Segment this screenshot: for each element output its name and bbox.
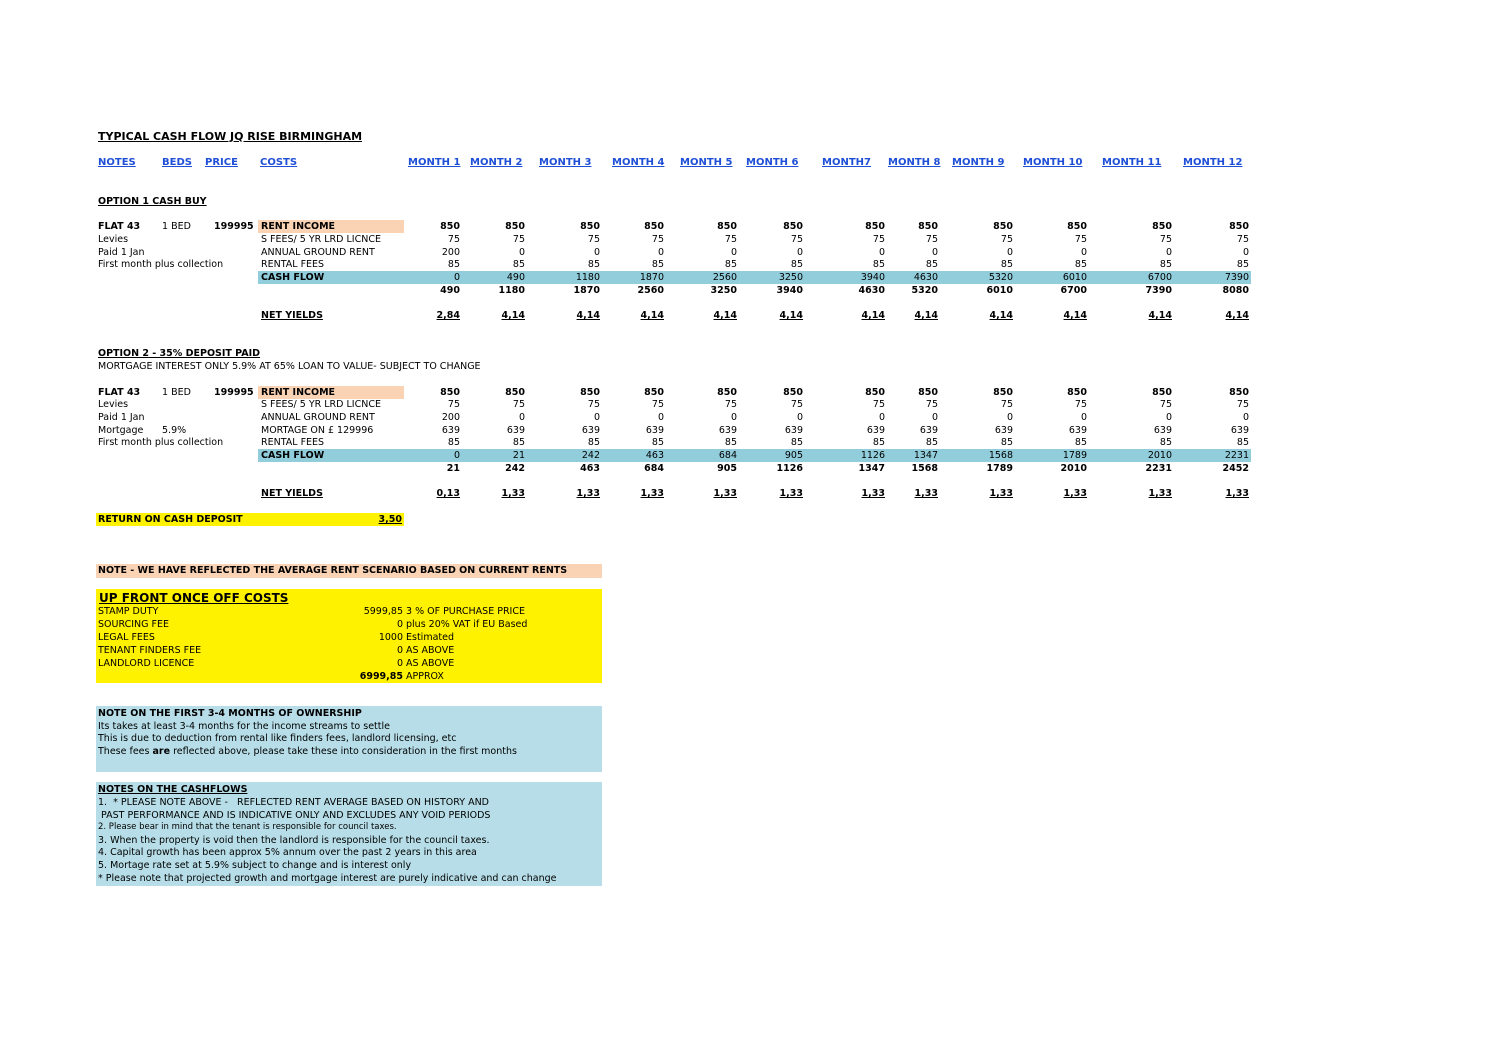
total-value: 2010 xyxy=(1060,463,1087,474)
net-yield-value: 4,14 xyxy=(1063,310,1087,321)
cell-value: 75 xyxy=(925,399,938,410)
total-value: 463 xyxy=(580,463,600,474)
cell-value: 0 xyxy=(796,247,803,258)
cell-value: 0 xyxy=(1165,412,1172,423)
cell-value: 850 xyxy=(865,221,885,232)
cell-value: 75 xyxy=(1236,234,1249,245)
header-month: MONTH 11 xyxy=(1102,157,1162,168)
cashflow-note-line: 3. When the property is void then the landlord is responsible for the council taxes. xyxy=(98,834,490,846)
net-yield-value: 4,14 xyxy=(1225,310,1249,321)
cell-value: 850 xyxy=(993,221,1013,232)
cell-value: 2231 xyxy=(1224,450,1249,461)
net-yield-value: 4,14 xyxy=(640,310,664,321)
net-yield-value: 4,14 xyxy=(989,310,1013,321)
cell-value: 85 xyxy=(512,259,525,270)
header-month: MONTH7 xyxy=(822,157,871,168)
total-value: 1568 xyxy=(911,463,938,474)
net-yield-value: 4,14 xyxy=(1148,310,1172,321)
upfront-value: 0 xyxy=(396,619,403,630)
cell-value: 850 xyxy=(505,387,525,398)
net-yield-value: 1,33 xyxy=(989,488,1013,499)
total-value: 1789 xyxy=(986,463,1013,474)
cell-value: 85 xyxy=(1159,437,1172,448)
cell-value: 85 xyxy=(1074,437,1087,448)
net-yield-value: 1,33 xyxy=(1063,488,1087,499)
cell-value: 75 xyxy=(447,234,460,245)
cell-value: 21 xyxy=(512,450,525,461)
upfront-total-note: APPROX xyxy=(406,671,444,682)
cell-value: 463 xyxy=(645,450,664,461)
upfront-note: 3 % OF PURCHASE PRICE xyxy=(406,606,525,617)
row-label: RENT INCOME xyxy=(261,387,336,398)
cell-value: 850 xyxy=(918,221,938,232)
cell-value: 1347 xyxy=(913,450,938,461)
option1-price: 199995 xyxy=(214,221,254,232)
cell-value: 639 xyxy=(1068,425,1087,436)
cell-value: 0 xyxy=(453,272,460,283)
cashflow-note-line: * Please note that projected growth and mortgage interest are purely indicative and can change xyxy=(98,872,557,884)
total-value: 242 xyxy=(505,463,525,474)
cashflow-note-line: 2. Please bear in mind that the tenant is responsible for council taxes. xyxy=(98,822,397,833)
cell-value: 0 xyxy=(657,247,664,258)
row-label: RENT INCOME xyxy=(261,221,336,232)
net-yield-value: 1,33 xyxy=(713,488,737,499)
cell-value: 850 xyxy=(1229,221,1249,232)
cell-value: 850 xyxy=(505,221,525,232)
cell-value: 1789 xyxy=(1062,450,1087,461)
cell-value: 85 xyxy=(1000,437,1013,448)
option1-note: Paid 1 Jan xyxy=(98,247,145,258)
net-yield-value: 1,33 xyxy=(779,488,803,499)
option2-title: OPTION 2 - 35% DEPOSIT PAID xyxy=(98,348,261,359)
cell-value: 85 xyxy=(872,437,885,448)
net-yield-value: 4,14 xyxy=(914,310,938,321)
net-yield-value: 1,33 xyxy=(1225,488,1249,499)
cell-value: 0 xyxy=(931,247,938,258)
header-month: MONTH 1 xyxy=(408,157,461,168)
option2-note: Paid 1 Jan xyxy=(98,412,145,423)
option2-note: Mortgage xyxy=(98,425,144,436)
cell-value: 85 xyxy=(872,259,885,270)
option2-note: Levies xyxy=(98,399,129,410)
cell-value: 850 xyxy=(1152,387,1172,398)
cell-value: 0 xyxy=(1006,412,1013,423)
cell-value: 0 xyxy=(1080,247,1087,258)
text: reflected above, please take these into consideration in the first months xyxy=(170,746,517,757)
total-value: 3250 xyxy=(710,285,737,296)
return-label: RETURN ON CASH DEPOSIT xyxy=(98,514,243,525)
cell-value: 85 xyxy=(587,437,600,448)
cell-value: 850 xyxy=(865,387,885,398)
row-label: MORTAGE ON £ 129996 xyxy=(261,425,374,436)
header-month: MONTH 12 xyxy=(1183,157,1243,168)
first-months-title: NOTE ON THE FIRST 3-4 MONTHS OF OWNERSHIP xyxy=(98,708,362,719)
net-yield-value: 1,33 xyxy=(1148,488,1172,499)
cell-value: 85 xyxy=(925,259,938,270)
cell-value: 75 xyxy=(512,234,525,245)
row-label: CASH FLOW xyxy=(261,272,325,283)
cell-value: 684 xyxy=(718,450,737,461)
cell-value: 0 xyxy=(878,412,885,423)
total-value: 21 xyxy=(446,463,460,474)
header-month: MONTH 9 xyxy=(952,157,1005,168)
cell-value: 85 xyxy=(724,437,737,448)
header-month: MONTH 2 xyxy=(470,157,523,168)
cell-value: 850 xyxy=(440,221,460,232)
cell-value: 85 xyxy=(1000,259,1013,270)
row-label: RENTAL FEES xyxy=(261,437,325,448)
cell-value: 2010 xyxy=(1147,450,1172,461)
cell-value: 850 xyxy=(644,387,664,398)
cell-value: 242 xyxy=(581,450,600,461)
upfront-label: STAMP DUTY xyxy=(98,606,159,617)
cell-value: 0 xyxy=(730,412,737,423)
cell-value: 85 xyxy=(587,259,600,270)
cell-value: 0 xyxy=(796,412,803,423)
cell-value: 85 xyxy=(790,259,803,270)
cell-value: 850 xyxy=(644,221,664,232)
cell-value: 850 xyxy=(783,221,803,232)
cell-value: 0 xyxy=(931,412,938,423)
cell-value: 3250 xyxy=(778,272,803,283)
cashflow-note-line: 4. Capital growth has been approx 5% annum over the past 2 years in this area xyxy=(98,847,477,859)
cell-value: 0 xyxy=(593,412,600,423)
net-yields-label: NET YIELDS xyxy=(261,310,323,321)
cell-value: 75 xyxy=(1074,234,1087,245)
cell-value: 0 xyxy=(453,450,460,461)
total-value: 684 xyxy=(644,463,664,474)
text-bold: are xyxy=(152,746,171,757)
row-label: S FEES/ 5 YR LRD LICNCE xyxy=(261,234,381,245)
option1-note: Levies xyxy=(98,234,129,245)
cell-value: 200 xyxy=(441,412,460,423)
note-average: NOTE - WE HAVE REFLECTED THE AVERAGE RENT SCENARIO BASED ON CURRENT RENTS xyxy=(98,565,568,576)
upfront-value: 0 xyxy=(396,645,403,656)
upfront-title: UP FRONT ONCE OFF COSTS xyxy=(99,591,289,605)
upfront-note: plus 20% VAT if EU Based xyxy=(406,619,528,630)
cell-value: 639 xyxy=(1153,425,1172,436)
cell-value: 75 xyxy=(1000,234,1013,245)
header-costs: COSTS xyxy=(260,157,298,168)
cell-value: 85 xyxy=(1159,259,1172,270)
header-month: MONTH 6 xyxy=(746,157,799,168)
cell-value: 850 xyxy=(1229,387,1249,398)
cell-value: 85 xyxy=(1236,437,1249,448)
cell-value: 0 xyxy=(1242,247,1249,258)
cell-value: 75 xyxy=(651,399,664,410)
row-label: CASH FLOW xyxy=(261,450,325,461)
cell-value: 2560 xyxy=(712,272,737,283)
total-value: 7390 xyxy=(1145,285,1172,296)
cell-value: 0 xyxy=(1165,247,1172,258)
cell-value: 85 xyxy=(925,437,938,448)
upfront-total: 6999,85 xyxy=(359,671,403,682)
cell-value: 75 xyxy=(447,399,460,410)
net-yield-value: 0,13 xyxy=(436,488,460,499)
first-months-line: This is due to deduction from rental like finders fees, landlord licensing, etc xyxy=(98,733,457,744)
net-yield-value: 1,33 xyxy=(640,488,664,499)
cell-value: 6700 xyxy=(1147,272,1172,283)
upfront-label: LANDLORD LICENCE xyxy=(98,658,195,669)
cell-value: 75 xyxy=(512,399,525,410)
upfront-value: 5999,85 xyxy=(363,606,403,617)
cell-value: 75 xyxy=(872,399,885,410)
option1-note: First month plus collection xyxy=(98,259,224,270)
net-yield-value: 1,33 xyxy=(501,488,525,499)
upfront-label: LEGAL FEES xyxy=(98,632,155,643)
cell-value: 85 xyxy=(790,437,803,448)
cell-value: 639 xyxy=(581,425,600,436)
cell-value: 1180 xyxy=(575,272,600,283)
cell-value: 6010 xyxy=(1062,272,1087,283)
cell-value: 639 xyxy=(866,425,885,436)
cell-value: 1870 xyxy=(639,272,664,283)
cell-value: 85 xyxy=(447,259,460,270)
option2-note: First month plus collection xyxy=(98,437,224,448)
cell-value: 4630 xyxy=(913,272,938,283)
cell-value: 850 xyxy=(783,387,803,398)
net-yield-value: 1,33 xyxy=(914,488,938,499)
cell-value: 850 xyxy=(918,387,938,398)
total-value: 1126 xyxy=(776,463,803,474)
header-month: MONTH 3 xyxy=(539,157,592,168)
cell-value: 3940 xyxy=(860,272,885,283)
cell-value: 200 xyxy=(441,247,460,258)
total-value: 1347 xyxy=(858,463,885,474)
cell-value: 850 xyxy=(440,387,460,398)
row-label: ANNUAL GROUND RENT xyxy=(261,247,375,258)
cell-value: 639 xyxy=(506,425,525,436)
header-price: PRICE xyxy=(205,157,238,168)
cell-value: 75 xyxy=(724,399,737,410)
header-month: MONTH 10 xyxy=(1023,157,1083,168)
net-yield-value: 4,14 xyxy=(779,310,803,321)
cell-value: 0 xyxy=(657,412,664,423)
total-value: 1180 xyxy=(498,285,525,296)
upfront-note: Estimated xyxy=(406,632,454,643)
total-value: 5320 xyxy=(911,285,938,296)
option1-beds: 1 BED xyxy=(162,221,191,232)
total-value: 6010 xyxy=(986,285,1013,296)
cell-value: 850 xyxy=(580,387,600,398)
header-month: MONTH 8 xyxy=(888,157,941,168)
cell-value: 905 xyxy=(784,450,803,461)
upfront-value: 0 xyxy=(396,658,403,669)
upfront-note: AS ABOVE xyxy=(406,658,455,669)
cell-value: 75 xyxy=(790,234,803,245)
total-value: 2452 xyxy=(1222,463,1249,474)
cell-value: 490 xyxy=(506,272,525,283)
option1-title: OPTION 1 CASH BUY xyxy=(98,196,207,207)
upfront-label: TENANT FINDERS FEE xyxy=(98,645,202,656)
cell-value: 639 xyxy=(919,425,938,436)
row-label: S FEES/ 5 YR LRD LICNCE xyxy=(261,399,381,410)
row-label: RENTAL FEES xyxy=(261,259,325,270)
cell-value: 75 xyxy=(1236,399,1249,410)
cell-value: 85 xyxy=(1074,259,1087,270)
cell-value: 5320 xyxy=(988,272,1013,283)
total-value: 2231 xyxy=(1145,463,1172,474)
cell-value: 850 xyxy=(1067,387,1087,398)
first-months-line xyxy=(98,746,517,757)
cell-value: 0 xyxy=(1006,247,1013,258)
cell-value: 639 xyxy=(1230,425,1249,436)
cell-value: 639 xyxy=(441,425,460,436)
total-value: 4630 xyxy=(858,285,885,296)
upfront-value: 1000 xyxy=(378,632,403,643)
cell-value: 850 xyxy=(993,387,1013,398)
cell-value: 75 xyxy=(587,234,600,245)
cell-value: 7390 xyxy=(1224,272,1249,283)
net-yield-value: 4,14 xyxy=(861,310,885,321)
cell-value: 639 xyxy=(784,425,803,436)
header-notes: NOTES xyxy=(98,157,136,168)
cell-value: 75 xyxy=(1074,399,1087,410)
page-title: TYPICAL CASH FLOW JQ RISE BIRMINGHAM xyxy=(98,130,363,143)
total-value: 3940 xyxy=(776,285,803,296)
header-beds: BEDS xyxy=(162,157,192,168)
cell-value: 0 xyxy=(593,247,600,258)
cell-value: 85 xyxy=(447,437,460,448)
net-yield-value: 1,33 xyxy=(861,488,885,499)
net-yield-value: 4,14 xyxy=(713,310,737,321)
row-label: ANNUAL GROUND RENT xyxy=(261,412,375,423)
cell-value: 75 xyxy=(724,234,737,245)
cell-value: 850 xyxy=(717,221,737,232)
cashflow-note-line: PAST PERFORMANCE AND IS INDICATIVE ONLY AND EXCLUDES ANY VOID PERIODS xyxy=(98,809,491,821)
cell-value: 75 xyxy=(1000,399,1013,410)
cell-value: 0 xyxy=(730,247,737,258)
total-value: 905 xyxy=(717,463,737,474)
cell-value: 75 xyxy=(1159,234,1172,245)
cashflow-note-line: 1. * PLEASE NOTE ABOVE - REFLECTED RENT AVERAGE BASED ON HISTORY AND xyxy=(98,797,489,808)
first-months-line: Its takes at least 3-4 months for the income streams to settle xyxy=(98,721,390,732)
option2-beds: 1 BED xyxy=(162,387,191,398)
return-value: 3,50 xyxy=(378,514,402,525)
cashflow-notes-title: NOTES ON THE CASHFLOWS xyxy=(98,784,248,795)
cell-value: 0 xyxy=(518,412,525,423)
cell-value: 85 xyxy=(651,259,664,270)
cell-value: 639 xyxy=(645,425,664,436)
net-yields-label: NET YIELDS xyxy=(261,488,323,499)
cell-value: 0 xyxy=(1242,412,1249,423)
header-month: MONTH 4 xyxy=(612,157,665,168)
cell-value: 85 xyxy=(1236,259,1249,270)
upfront-note: AS ABOVE xyxy=(406,645,455,656)
cell-value: 1568 xyxy=(988,450,1013,461)
total-value: 8080 xyxy=(1222,285,1249,296)
cell-value: 639 xyxy=(994,425,1013,436)
cell-value: 0 xyxy=(878,247,885,258)
cell-value: 639 xyxy=(718,425,737,436)
option1-flat: FLAT 43 xyxy=(98,221,141,232)
cashflow-note-line: 5. Mortage rate set at 5.9% subject to change and is interest only xyxy=(98,860,412,871)
cell-value: 85 xyxy=(724,259,737,270)
option2-flat: FLAT 43 xyxy=(98,387,141,398)
cell-value: 75 xyxy=(925,234,938,245)
total-value: 490 xyxy=(440,285,460,296)
total-value: 6700 xyxy=(1060,285,1087,296)
cell-value: 75 xyxy=(872,234,885,245)
cell-value: 85 xyxy=(512,437,525,448)
option2-subtitle: MORTGAGE INTEREST ONLY 5.9% AT 65% LOAN TO VALUE- SUBJECT TO CHANGE xyxy=(98,361,481,372)
cell-value: 85 xyxy=(651,437,664,448)
cell-value: 75 xyxy=(1159,399,1172,410)
net-yield-value: 4,14 xyxy=(576,310,600,321)
net-yield-value: 4,14 xyxy=(501,310,525,321)
text: These fees xyxy=(98,746,153,757)
cell-value: 850 xyxy=(1152,221,1172,232)
cell-value: 850 xyxy=(1067,221,1087,232)
option2-mortgage-rate: 5.9% xyxy=(162,425,187,436)
net-yield-value: 2,84 xyxy=(436,310,460,321)
cell-value: 75 xyxy=(651,234,664,245)
total-value: 2560 xyxy=(637,285,664,296)
cell-value: 75 xyxy=(790,399,803,410)
cell-value: 75 xyxy=(587,399,600,410)
option2-price: 199995 xyxy=(214,387,254,398)
header-month: MONTH 5 xyxy=(680,157,733,168)
net-yield-value: 1,33 xyxy=(576,488,600,499)
cell-value: 850 xyxy=(580,221,600,232)
cell-value: 0 xyxy=(1080,412,1087,423)
cell-value: 850 xyxy=(717,387,737,398)
upfront-label: SOURCING FEE xyxy=(98,619,169,630)
cell-value: 0 xyxy=(518,247,525,258)
total-value: 1870 xyxy=(573,285,600,296)
cell-value: 1126 xyxy=(860,450,885,461)
